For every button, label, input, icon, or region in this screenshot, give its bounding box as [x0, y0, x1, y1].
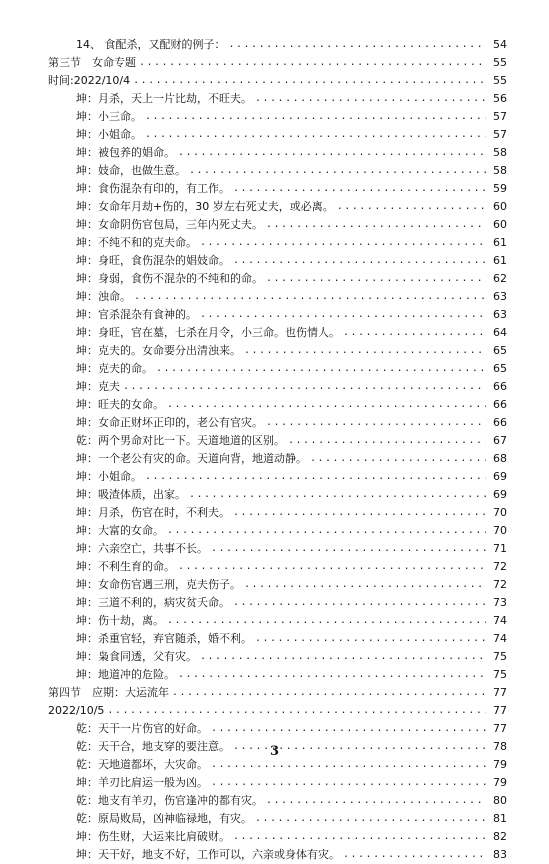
toc-page-number: 67 — [493, 434, 507, 447]
toc-entry-title: 坤：女命正财坏正印的，老公有官灾。 — [76, 416, 263, 429]
toc-leader-dots — [337, 198, 486, 216]
toc-entry-title: 坤：地道冲的危险。 — [76, 668, 175, 681]
toc-page-number: 61 — [493, 254, 507, 267]
toc-leader-dots — [343, 324, 486, 342]
toc-entry-title: 坤：女命年月劫+伤的，30 岁左右死丈夫，或必离。 — [76, 200, 334, 213]
toc-entry-title: 坤：克夫 — [76, 380, 120, 393]
toc-leader-dots — [343, 846, 486, 864]
toc-entry[interactable] — [0, 540, 549, 558]
toc-page-number: 79 — [493, 758, 507, 771]
toc-entry-title: 坤：羊刃比肩运一般为凶。 — [76, 776, 208, 789]
toc-heading-entry[interactable] — [0, 54, 549, 72]
toc-leader-dots — [266, 792, 486, 810]
toc-entry[interactable] — [0, 234, 549, 252]
toc-entry-title: 坤：大富的女命。 — [76, 524, 164, 537]
toc-leader-dots — [167, 396, 486, 414]
toc-page-number: 65 — [493, 344, 507, 357]
toc-entry[interactable] — [0, 414, 549, 432]
toc-leader-dots — [178, 558, 486, 576]
toc-entry[interactable] — [0, 306, 549, 324]
toc-entry-title: 坤：三道不利的，病灾贫夭命。 — [76, 596, 230, 609]
toc-page-number: 70 — [493, 506, 507, 519]
toc-leader-dots — [167, 522, 486, 540]
toc-entry-title: 坤：伤生财，大运来比肩破财。 — [76, 830, 230, 843]
toc-entry-title: 坤：被包养的娼命。 — [76, 146, 175, 159]
toc-page-number: 58 — [493, 164, 507, 177]
toc-entry[interactable] — [0, 288, 549, 306]
toc-leader-dots — [172, 684, 486, 702]
toc-page-number: 72 — [493, 560, 507, 573]
toc-leader-dots — [123, 378, 486, 396]
toc-entry-title: 坤：女命阴伤官包局，三年内死丈夫。 — [76, 218, 263, 231]
toc-page-number: 66 — [493, 416, 507, 429]
toc-leader-dots — [266, 414, 486, 432]
toc-page-number: 74 — [493, 632, 507, 645]
toc-leader-dots — [211, 720, 486, 738]
toc-entry[interactable] — [0, 828, 549, 846]
toc-page-number: 55 — [493, 56, 507, 69]
toc-leader-dots — [145, 108, 486, 126]
toc-leader-dots — [178, 666, 486, 684]
toc-entry-title: 2022/10/5 — [48, 704, 105, 717]
toc-page-number: 69 — [493, 470, 507, 483]
toc-page-number: 77 — [493, 686, 507, 699]
toc-entry-title: 坤：食伤混杂有印的，有工作。 — [76, 182, 230, 195]
toc-entry-title: 坤：身旺，食伤混杂的娼妓命。 — [76, 254, 230, 267]
toc-page-number: 77 — [493, 722, 507, 735]
toc-page-number: 60 — [493, 200, 507, 213]
toc-entry[interactable] — [0, 378, 549, 396]
toc-page-number: 63 — [493, 308, 507, 321]
toc-page-number: 75 — [493, 668, 507, 681]
toc-entry[interactable] — [0, 810, 549, 828]
toc-leader-dots — [244, 342, 486, 360]
toc-entry[interactable] — [0, 774, 549, 792]
toc-heading-entry[interactable] — [0, 684, 549, 702]
toc-entry-title: 坤：不利生育的命。 — [76, 560, 175, 573]
toc-entry-title: 第四节 应期：大运流年 — [48, 686, 169, 699]
toc-entry[interactable] — [0, 612, 549, 630]
toc-leader-dots — [255, 90, 486, 108]
toc-entry-title: 坤：伤十劫，离。 — [76, 614, 164, 627]
toc-entry-title: 坤：克夫的。女命要分出清浊来。 — [76, 344, 241, 357]
table-of-contents — [0, 36, 549, 864]
toc-entry-title: 坤：浊命。 — [76, 290, 131, 303]
toc-entry-title: 坤：天干好，地支不好，工作可以，六亲或身体有灾。 — [76, 848, 340, 861]
toc-entry[interactable] — [0, 342, 549, 360]
toc-page-number: 54 — [493, 38, 507, 51]
toc-page-number: 83 — [493, 848, 507, 861]
toc-entry[interactable] — [0, 126, 549, 144]
toc-entry[interactable] — [0, 270, 549, 288]
toc-page-number: 71 — [493, 542, 507, 555]
toc-page-number: 77 — [493, 704, 507, 717]
toc-entry[interactable] — [0, 144, 549, 162]
toc-leader-dots — [266, 216, 486, 234]
toc-leader-dots — [107, 702, 486, 720]
toc-entry[interactable] — [0, 252, 549, 270]
toc-entry[interactable] — [0, 486, 549, 504]
toc-entry-title: 第三节 女命专题 — [48, 56, 136, 69]
toc-entry-title: 坤：月杀，天上一片比劫，不旺夫。 — [76, 92, 252, 105]
toc-entry-title: 时间:2022/10/4 — [48, 74, 131, 87]
toc-page-number: 63 — [493, 290, 507, 303]
toc-leader-dots — [156, 360, 486, 378]
toc-entry[interactable] — [0, 36, 549, 54]
toc-entry[interactable] — [0, 504, 549, 522]
toc-entry-title: 坤：小姐命。 — [76, 128, 142, 141]
toc-entry-title: 坤：月杀，伤官在时，不利夫。 — [76, 506, 230, 519]
toc-leader-dots — [145, 468, 486, 486]
toc-entry-title: 乾：两个男命对比一下。天道地道的区别。 — [76, 434, 285, 447]
toc-page-number: 70 — [493, 524, 507, 537]
toc-page-number: 80 — [493, 794, 507, 807]
toc-page-number: 65 — [493, 362, 507, 375]
toc-entry[interactable] — [0, 396, 549, 414]
toc-page-number: 82 — [493, 830, 507, 843]
toc-page-number: 81 — [493, 812, 507, 825]
toc-entry-title: 坤：小三命。 — [76, 110, 142, 123]
toc-page-number: 59 — [493, 182, 507, 195]
toc-leader-dots — [233, 828, 486, 846]
toc-leader-dots — [139, 54, 486, 72]
toc-page-number: 69 — [493, 488, 507, 501]
toc-entry[interactable] — [0, 198, 549, 216]
toc-leader-dots — [233, 180, 486, 198]
toc-entry-title: 坤：枭食同透，父有灾。 — [76, 650, 197, 663]
toc-entry[interactable] — [0, 162, 549, 180]
toc-page-number: 62 — [493, 272, 507, 285]
toc-entry[interactable] — [0, 792, 549, 810]
toc-entry-title: 坤：身旺，官在墓，七杀在月令，小三命。也伤情人。 — [76, 326, 340, 339]
toc-leader-dots — [189, 162, 486, 180]
toc-heading-entry[interactable] — [0, 72, 549, 90]
toc-leader-dots — [255, 630, 486, 648]
toc-page-number: 72 — [493, 578, 507, 591]
toc-entry-title: 乾：天地道都坏，大灾命。 — [76, 758, 208, 771]
toc-page-number: 60 — [493, 218, 507, 231]
toc-entry[interactable] — [0, 468, 549, 486]
toc-entry-title: 乾：地支有羊刃，伤官逢冲的都有灾。 — [76, 794, 263, 807]
toc-entry-title: 坤：六亲空亡，共事不长。 — [76, 542, 208, 555]
toc-page-number: 78 — [493, 740, 507, 753]
toc-leader-dots — [200, 306, 486, 324]
toc-entry[interactable] — [0, 576, 549, 594]
toc-leader-dots — [134, 288, 486, 306]
toc-page-number: 74 — [493, 614, 507, 627]
toc-leader-dots — [229, 36, 487, 54]
toc-page-number: 57 — [493, 110, 507, 123]
toc-entry-title: 坤：妓命，也做生意。 — [76, 164, 186, 177]
toc-entry-title: 乾：天干合，地支穿的要注意。 — [76, 740, 230, 753]
toc-entry[interactable] — [0, 630, 549, 648]
toc-leader-dots — [211, 774, 486, 792]
toc-entry[interactable] — [0, 216, 549, 234]
toc-heading-entry[interactable] — [0, 702, 549, 720]
toc-entry-title: 坤：旺夫的女命。 — [76, 398, 164, 411]
toc-leader-dots — [266, 270, 486, 288]
toc-entry[interactable] — [0, 846, 549, 864]
toc-entry[interactable] — [0, 432, 549, 450]
toc-page-number: 64 — [493, 326, 507, 339]
toc-entry[interactable] — [0, 450, 549, 468]
toc-entry-title: 坤：克夫的命。 — [76, 362, 153, 375]
toc-leader-dots — [200, 648, 486, 666]
toc-entry[interactable] — [0, 180, 549, 198]
toc-entry-title: 坤：杀重官轻，弃官随杀，婚不利。 — [76, 632, 252, 645]
toc-entry-title: 坤：身弱，食伤不混杂的不纯和的命。 — [76, 272, 263, 285]
toc-leader-dots — [310, 450, 486, 468]
toc-leader-dots — [233, 594, 486, 612]
toc-page-number: 55 — [493, 74, 507, 87]
toc-entry-title: 坤：小姐命。 — [76, 470, 142, 483]
toc-leader-dots — [244, 576, 486, 594]
toc-leader-dots — [167, 612, 486, 630]
toc-entry[interactable] — [0, 558, 549, 576]
toc-entry[interactable] — [0, 360, 549, 378]
toc-entry-title: 乾：天干一片伤官的好命。 — [76, 722, 208, 735]
toc-leader-dots — [133, 72, 486, 90]
toc-leader-dots — [211, 540, 486, 558]
toc-entry[interactable] — [0, 666, 549, 684]
toc-entry[interactable] — [0, 594, 549, 612]
toc-entry-title: 坤：女命伤官遇三刑，克夫伤子。 — [76, 578, 241, 591]
toc-entry-title: 坤：不纯不和的克夫命。 — [76, 236, 197, 249]
toc-page-number: 66 — [493, 380, 507, 393]
toc-page-number: 58 — [493, 146, 507, 159]
toc-leader-dots — [145, 126, 486, 144]
toc-entry[interactable] — [0, 90, 549, 108]
toc-entry[interactable] — [0, 324, 549, 342]
toc-entry-title: 坤：一个老公有灾的命。天道向背，地道动静。 — [76, 452, 307, 465]
toc-leader-dots — [255, 810, 486, 828]
toc-leader-dots — [189, 486, 486, 504]
toc-page-number: 75 — [493, 650, 507, 663]
toc-page-number: 68 — [493, 452, 507, 465]
toc-entry[interactable] — [0, 648, 549, 666]
toc-entry-title: 14、 食配杀，又配财的例子： — [76, 38, 226, 51]
toc-entry[interactable] — [0, 108, 549, 126]
toc-entry[interactable] — [0, 720, 549, 738]
toc-page-number: 79 — [493, 776, 507, 789]
toc-leader-dots — [233, 252, 486, 270]
toc-entry-title: 坤：吸渣体质，出家。 — [76, 488, 186, 501]
toc-leader-dots — [233, 504, 486, 522]
toc-entry[interactable] — [0, 522, 549, 540]
toc-leader-dots — [200, 234, 486, 252]
toc-page-number: 66 — [493, 398, 507, 411]
toc-entry-title: 坤：官杀混杂有食神的。 — [76, 308, 197, 321]
toc-page-number: 57 — [493, 128, 507, 141]
toc-page-number: 61 — [493, 236, 507, 249]
toc-page-number: 73 — [493, 596, 507, 609]
toc-leader-dots — [178, 144, 486, 162]
toc-leader-dots — [288, 432, 486, 450]
page-number: 3 — [269, 744, 280, 759]
toc-entry-title: 乾：原局败局，凶神临禄地，有灾。 — [76, 812, 252, 825]
toc-page-number: 56 — [493, 92, 507, 105]
